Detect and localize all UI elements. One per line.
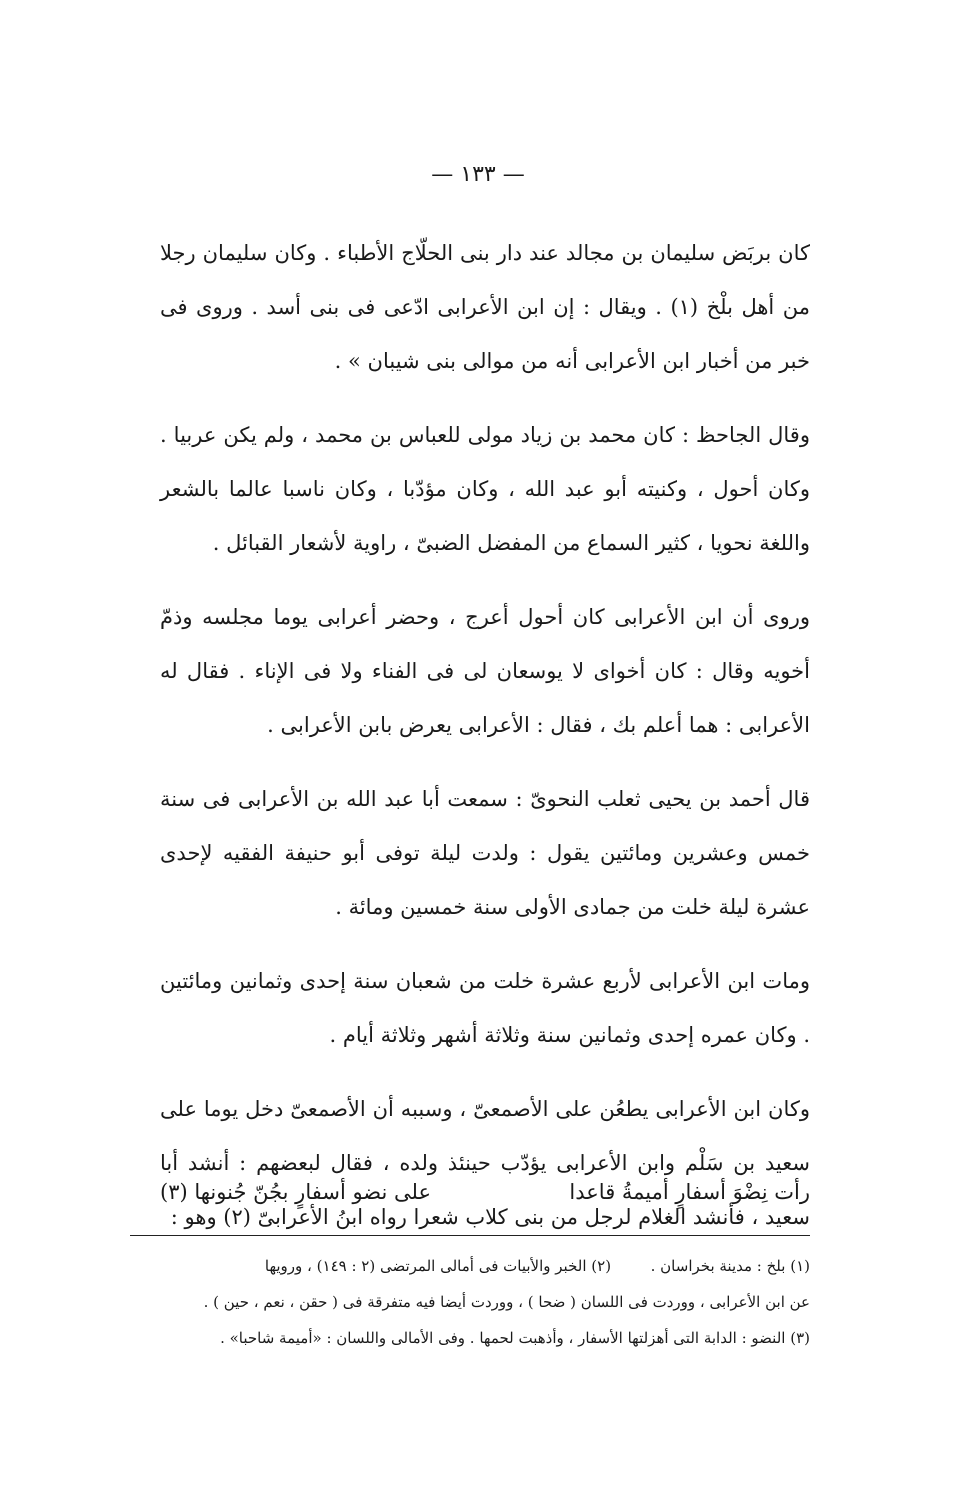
footnote-2-continuation: عن ابن الأعرابى ، ووردت فى اللسان ( ضحا ) ، ووردت أيضا فيه متفرقة فى ( حقن ، نعم ، حين ) . — [203, 1293, 810, 1311]
footnotes — [160, 1248, 810, 1356]
footnote-line-1 — [160, 1248, 810, 1284]
verse-second-hemistich: على نضو أسفارٍ بجُنّ جُنونها (٣) — [160, 1180, 432, 1204]
paragraph-1: كان بربَض سليمان بن مجالد عند دار بنى الحلّاج الأطباء . وكان سليمان رجلا من أهل بلْخ (١) . ويقال : إن ابن الأعرابى ادّعى فى بنى أسد . وروى فى خبر من أخبار ابن الأعرابى أنه من موالى بنى شيبان » . — [160, 241, 810, 373]
paragraph-3: وروى أن ابن الأعرابى كان أحول أعرج ، وحضر أعرابى يوما مجلسه وذمّ أخويه وقال : كان أخواى لا يوسعان لى فى الفناء ولا فى الإناء . فقال له الأعرابى : هما أعلم بك ، فقال : الأعرابى يعرض بابن الأعرابى . — [160, 605, 810, 737]
footnote-2-start: (٢) الخبر والأبيات فى أمالى المرتضى (٢ : ١٤٩) ، ورويها — [264, 1257, 612, 1275]
page-number: — ١٣٣ — — [431, 162, 525, 187]
verse-first-hemistich: رأت نِضْوَ أسفارٍ أميمةُ قاعدا — [569, 1180, 810, 1204]
paragraph-6: وكان ابن الأعرابى يطعُن على الأصمعىّ ، وسببه أن الأصمعىّ دخل يوما على سعيد بن سَلْم وابن الأعرابى يؤدّب حينئذ ولده ، فقال لبعضهم : أنشد أبا سعيد ، فأنشد الغلام لرجل من بنى كلاب شعرا رواه ابنُ الأعرابىّ (٢) وهو : — [160, 1097, 810, 1229]
poem-verse — [160, 1172, 810, 1212]
paragraph-4: قال أحمد بن يحيى ثعلب النحوىّ : سمعت أبا عبد الله بن الأعرابى فى سنة خمس وعشرين ومائتين يقول : ولدت ليلة توفى أبو حنيفة الفقيه لإحدى عشرة ليلة خلت من جمادى الأولى سنة خمسين ومائة . — [160, 787, 810, 919]
footnote-1: (١) بلخ : مدينة بخراسان . — [650, 1257, 810, 1275]
main-text — [160, 226, 810, 1264]
paragraph-2: وقال الجاحظ : كان محمد بن زياد مولى للعباس بن محمد ، ولم يكن عربيا . وكان أحول ، وكنيته أبو عبد الله ، وكان مؤدّبا ، وكان ناسبا عالما بالشعر واللغة نحويا ، كثير السماع من المفضل الضبىّ ، راوية لأشعار القبائل . — [160, 423, 810, 555]
footnote-3: (٣) النضو : الدابة التى أهزلتها الأسفار ، وأذهبت لحمها . وفى الأمالى واللسان : «أميمة شاحبا» . — [220, 1329, 810, 1347]
footnote-divider — [130, 1235, 810, 1236]
paragraph-5: ومات ابن الأعرابى لأربع عشرة خلت من شعبان سنة إحدى وثمانين ومائتين . وكان عمره إحدى وثمانين سنة وثلاثة أشهر وثلاثة أيام . — [160, 969, 810, 1047]
